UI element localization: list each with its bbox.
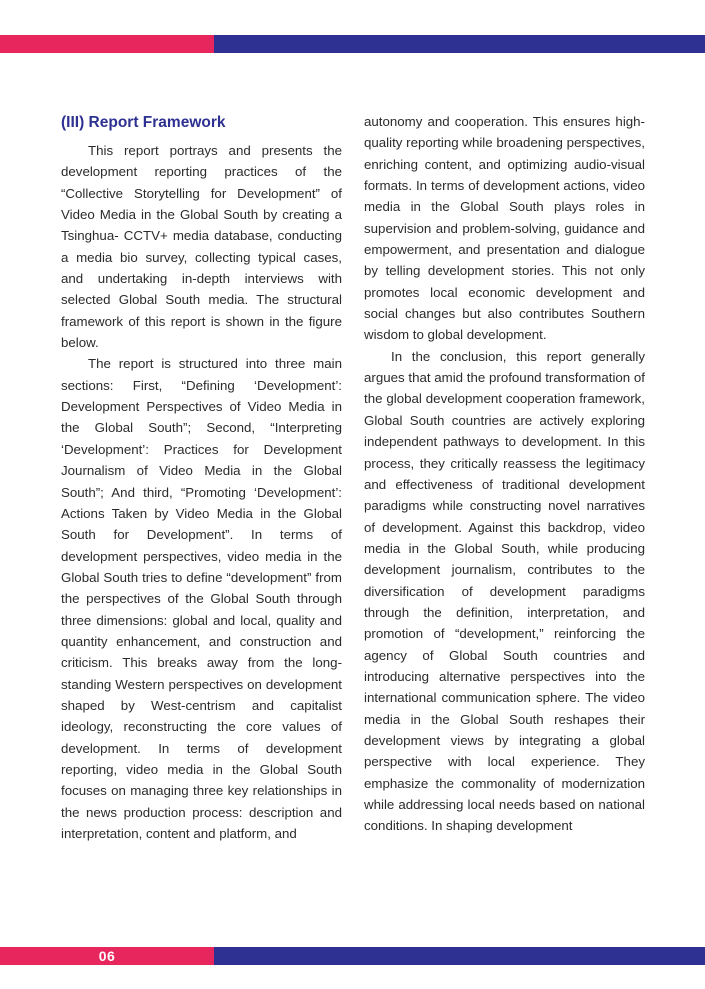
top-color-band: [0, 35, 705, 53]
right-column: [364, 111, 645, 837]
right-continuation-paragraph: autonomy and cooperation. This ensures high-quality reporting while broadening perspectives, enriching content, and optimizing audio-visual formats. In terms of development actions, video media in the Global South plays roles in supervision and problem-solving, guidance and empowerment, and presentation and dialogue by telling development stories. This not only promotes local economic development and social changes but also contributes Southern wisdom to global development.: [364, 114, 645, 343]
right-paragraph-conclusion: In the conclusion, this report generally argues that amid the profound transformation of the global development cooperation framework, Global South countries are actively exploring independent pathways to development. In this process, they critically reassess the legitimacy and effectiveness of traditional development paradigms while constructing novel narratives of development. Against this backdrop, video media in the Global South, while producing development journalism, contributes to the diversification of development paradigms through the definition, interpretation, and promotion of “development,” reinforcing the agency of Global South countries and introducing alternative perspectives into the international communication sphere. The video media in the Global South reshapes their development views by integrating a global perspective with local experience. They emphasize the commonality of modernization while addressing local needs based on national conditions. In shaping development: [364, 348, 645, 834]
section-heading: (III) Report Framework: [61, 114, 226, 131]
left-paragraph-2: The report is structured into three main sections: First, “Defining ‘Development’: Development Perspectives of Video Media in the Global South”; Second, “Interpreting ‘Development’: Practices for Development Journalism of Video Media in the Global South”; And third, “Promoting ‘Development’: Actions Taken by Video Media in the Global South for Development”. In terms of development perspectives, video media in the Global South tries to define “development” from the perspectives of the Global South through three dimensions: global and local, quality and quantity enhancement, and construction and criticism. This breaks away from the long-standing Western perspectives on development shaped by West-centrism and capitalist ideology, reconstructing the core values of development. In terms of development reporting, video media in the Global South focuses on managing three key relationships in the news production process: description and interpretation, content and platform, and: [61, 356, 342, 841]
top-band-pink-segment: [0, 35, 214, 53]
bottom-color-band: [0, 947, 705, 965]
bottom-band-navy-segment: [214, 947, 705, 965]
left-column: [61, 112, 342, 844]
page-number: 06: [98, 948, 116, 964]
left-paragraph-1: This report portrays and presents the development reporting practices of the “Collective Storytelling for Development” of Video Media in the Global South by creating a Tsinghua- CCTV+ media database, conducting a media bio survey, collecting typical cases, and undertaking in-depth interviews with selected Global South media. The structural framework of this report is shown in the figure below.: [61, 143, 342, 351]
top-band-navy-segment: [214, 35, 705, 53]
